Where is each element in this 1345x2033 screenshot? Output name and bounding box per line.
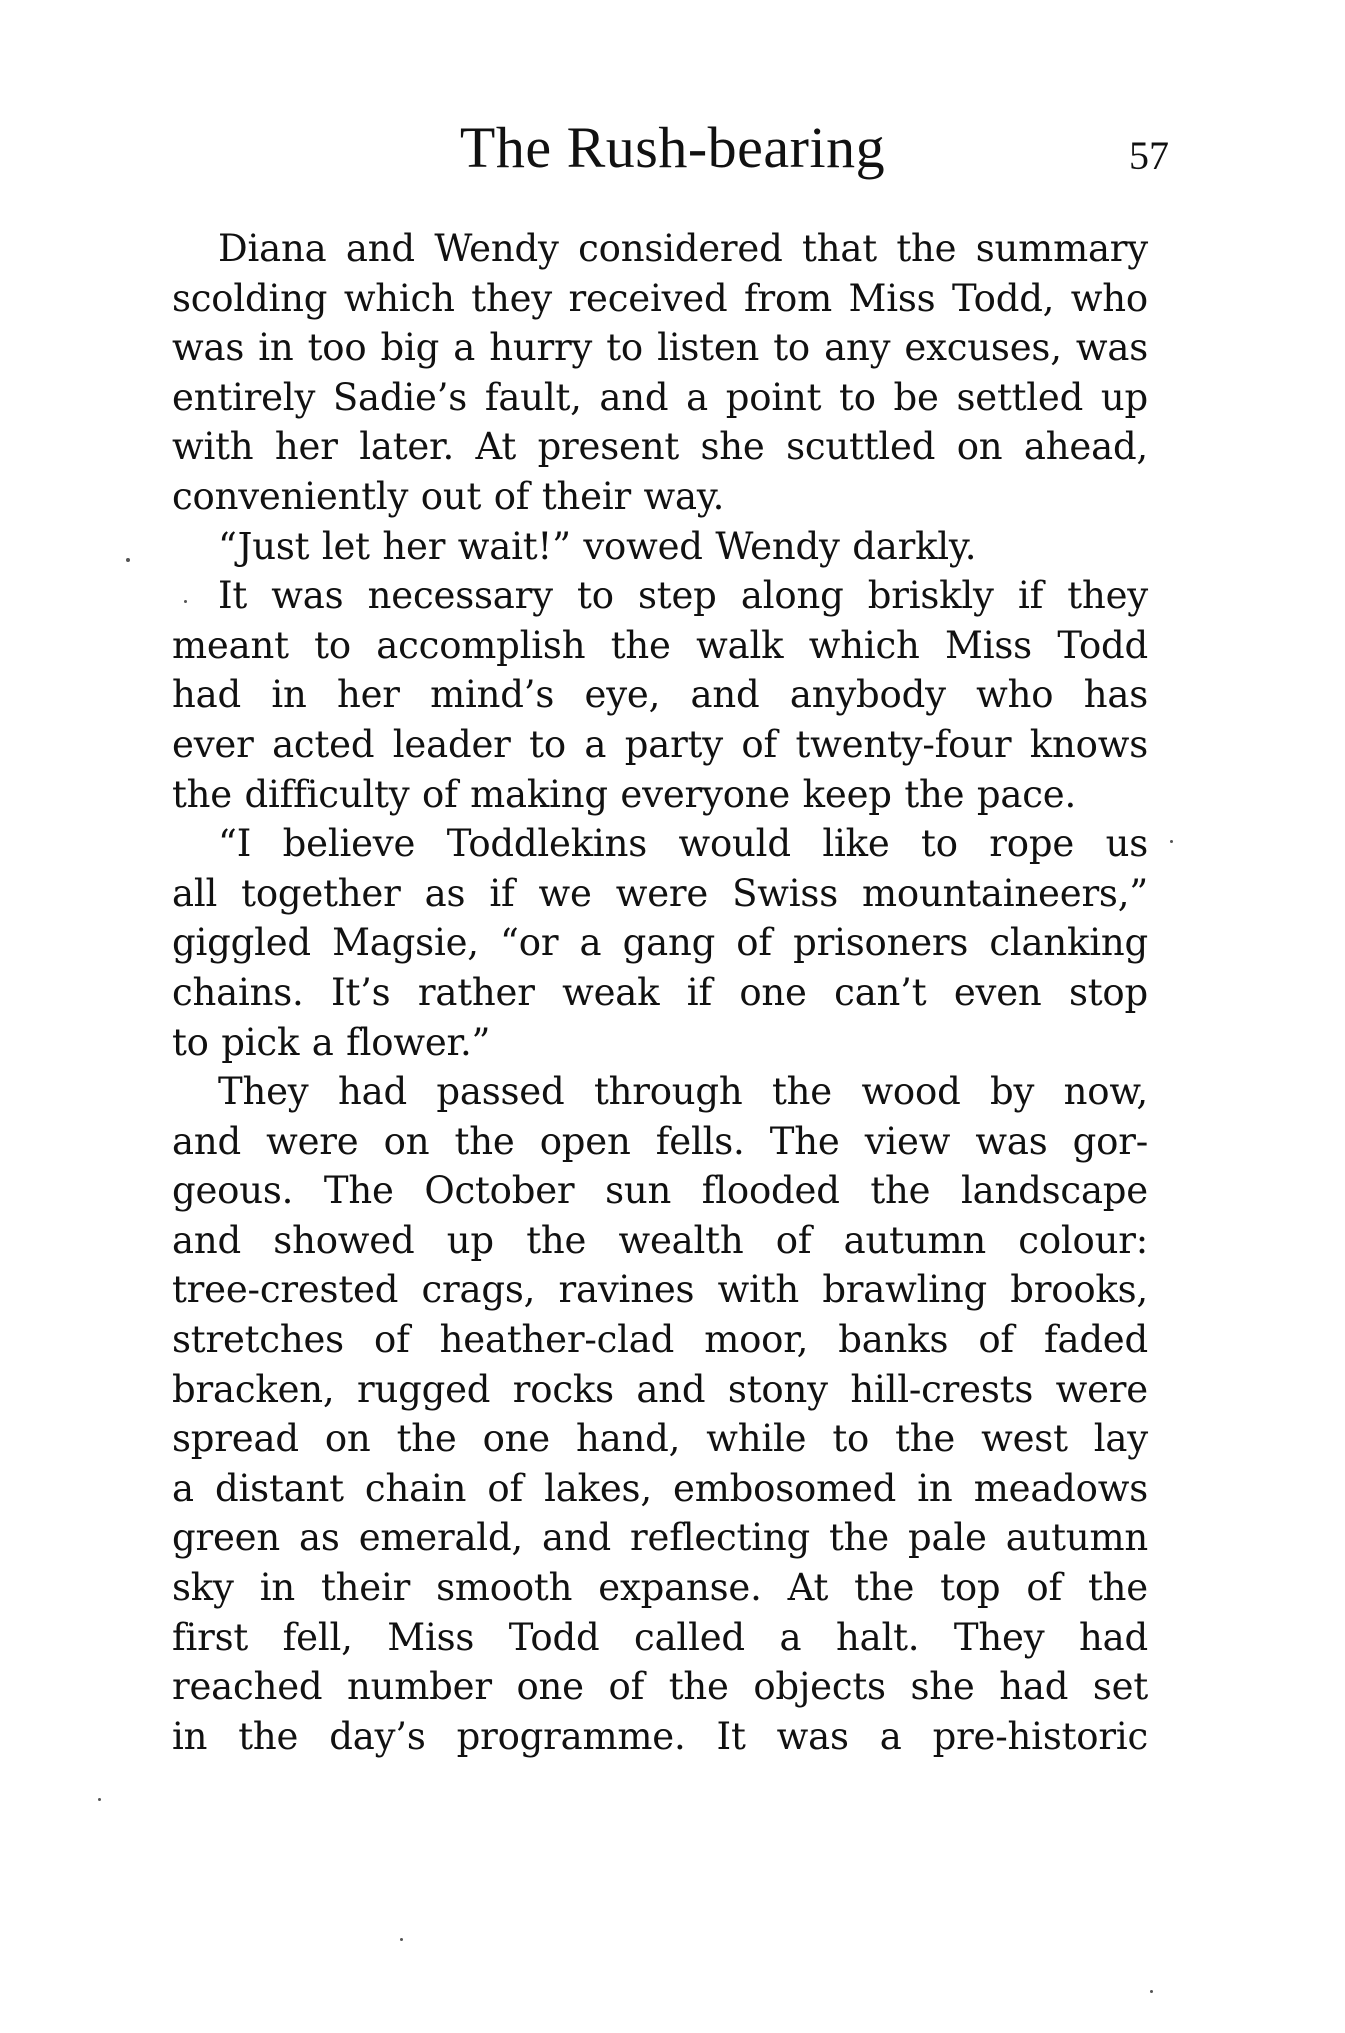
text-line: in the day’s programme. It was a pre-historic [172, 1714, 1148, 1758]
text-line: “I believe Toddlekins would like to rope us [218, 822, 1148, 866]
body-text [172, 224, 1148, 1761]
text-line: and showed up the wealth of autumn colour: [172, 1218, 1148, 1262]
scan-speck [1150, 1990, 1153, 1993]
text-line: first fell, Miss Todd called a halt. They had [172, 1615, 1148, 1659]
text-line: tree-crested crags, ravines with brawling brooks, [172, 1268, 1148, 1312]
text-line: all together as if we were Swiss mountaineers,” [172, 871, 1148, 915]
running-head [0, 115, 1345, 198]
text-line: giggled Magsie, “or a gang of prisoners clanking [172, 921, 1148, 965]
text-line: They had passed through the wood by now, [218, 1070, 1148, 1114]
scan-speck [184, 600, 187, 603]
text-line: ever acted leader to a party of twenty-four knows [172, 722, 1148, 766]
text-line: Diana and Wendy considered that the summary [218, 227, 1148, 270]
text-line: “Just let her wait!” vowed Wendy darkly. [218, 524, 977, 568]
text-line: stretches of heather-clad moor, banks of faded [172, 1318, 1148, 1362]
text-line: entirely Sadie’s fault, and a point to be settled up [172, 375, 1148, 419]
text-line: reached number one of the objects she had set [172, 1665, 1148, 1709]
text-line: scolding which they received from Miss Todd, who [172, 276, 1148, 320]
text-line: with her later. At present she scuttled on ahead, [172, 425, 1148, 469]
text-line: bracken, rugged rocks and stony hill-crests were [172, 1367, 1148, 1411]
text-line: geous. The October sun flooded the landscape [172, 1169, 1148, 1213]
text-line: sky in their smooth expanse. At the top of the [172, 1566, 1148, 1610]
scan-speck [400, 1938, 403, 1941]
text-line: meant to accomplish the walk which Miss Todd [172, 623, 1148, 667]
text-line: chains. It’s rather weak if one can’t even stop [172, 970, 1148, 1014]
text-line: to pick a flower.” [172, 1020, 491, 1064]
text-line: It was necessary to step along briskly if they [218, 574, 1148, 618]
text-line: spread on the one hand, while to the west lay [172, 1417, 1148, 1461]
scan-speck [126, 558, 130, 562]
page-number: 57 [1129, 133, 1169, 178]
text-line: had in her mind’s eye, and anybody who has [172, 673, 1148, 717]
scan-speck [1170, 840, 1173, 843]
text-line: and were on the open fells. The view was gor- [172, 1119, 1148, 1163]
text-line: a distant chain of lakes, embosomed in meadows [172, 1466, 1148, 1510]
text-line: was in too big a hurry to listen to any excuses, was [172, 326, 1148, 370]
running-title: The Rush-bearing [459, 115, 886, 180]
text-line: conveniently out of their way. [172, 474, 725, 518]
scan-speck [98, 1798, 101, 1801]
text-line: the difficulty of making everyone keep the pace. [172, 772, 1077, 816]
text-line: green as emerald, and reflecting the pale autumn [172, 1516, 1148, 1560]
